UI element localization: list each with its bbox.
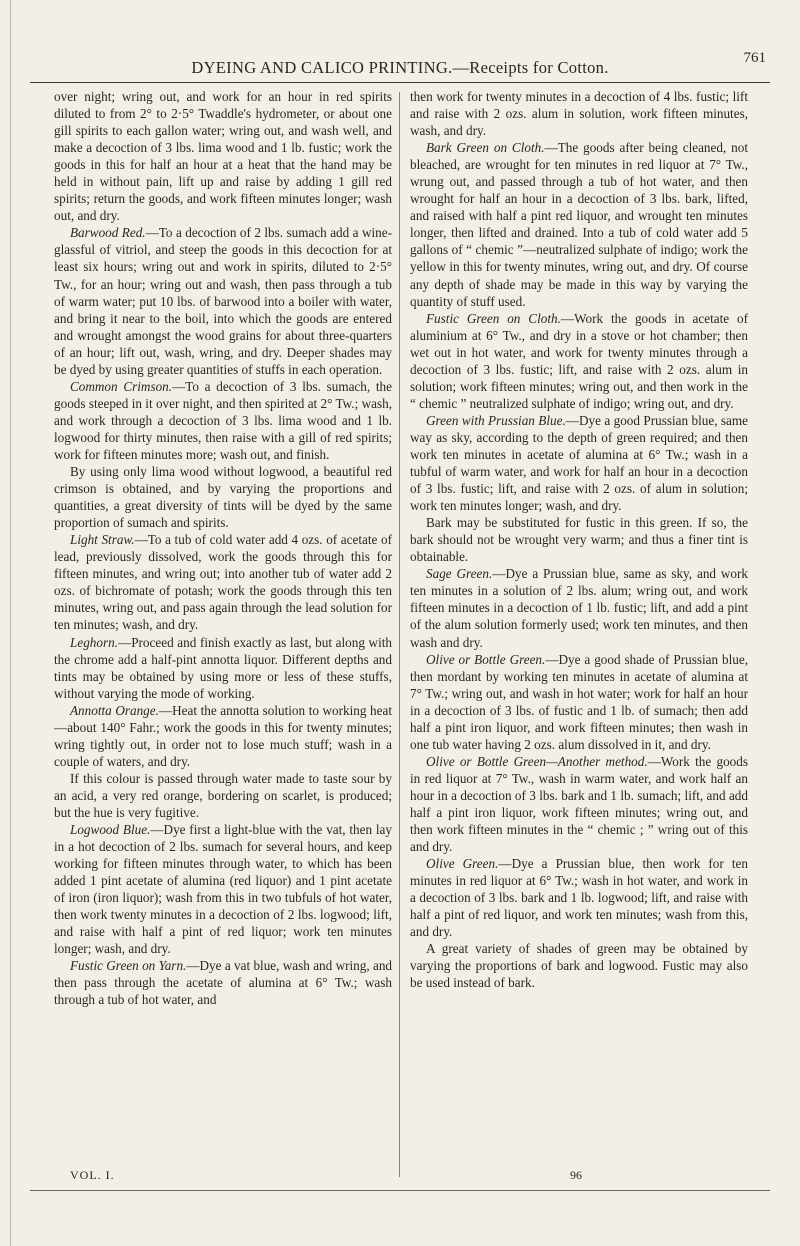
running-head: DYEING AND CALICO PRINTING.—Receipts for Cotton. — [191, 58, 609, 77]
paragraph-text: —Dye a vat blue, wash and wring, and then pass through the acetate of alumina at 6° Tw.; wash through a tub of hot water, and — [54, 958, 393, 1008]
paragraph-text: —To a decoction of 3 lbs. sumach, the goods steeped in it over night, and then spirited at 2° Tw.; wash, and work through a decoction of 3 lbs. lima wood and 1 lb. logwood for thirty minutes, then raise with a gill of red spirits; work for fifteen minutes more; wash out, and finish. — [54, 378, 392, 462]
signature-mark: 96 — [570, 1168, 582, 1182]
paragraph — [410, 139, 748, 309]
paragraph-text: —To a tub of cold water add 4 ozs. of acetate of lead, previously dissolved, work the goods through this for fifteen minutes, and wring out; into another tub of water add 2 ozs. of bichromate of potash; work the goods through this ten minutes, wring out, and pass again through the lead solution for ten minutes; wash, and dry. — [54, 532, 392, 633]
recipe-heading: Logwood Blue. — [70, 822, 151, 838]
paragraph — [410, 88, 748, 139]
paragraph-text: —Proceed and finish exactly as last, but along with the chrome add a half-pint annotta liquor. Different depths and tints may be obtained by using more or less of these stuffs, without varying the mode of working. — [54, 634, 392, 701]
bottom-rule — [30, 1190, 770, 1191]
paragraph — [410, 412, 748, 514]
paragraph — [54, 821, 392, 957]
paragraph-text: then work for twenty minutes in a decoction of 4 lbs. fustic; lift and raise with 2 ozs. alum in solution, work fifteen minutes, wash, and dry. — [410, 89, 748, 139]
paragraph-text: —To a decoction of 2 lbs. sumach add a wine-glassful of vitriol, and steep the goods in this decoction for at least six hours; wring out and work in spirits, diluted to 2·5° Tw., for an hour; wring out and wash, then pass through a tub of warm water; put 10 lbs. of barwood into a boiler with water, and bring it near to the boil, into which the goods are entered and wrought amongst the wood grains for about three-quarters of an hour; lift out, wash, wring, and dry. Deeper shades may be dyed by using greater quantities of stuffs in each operation. — [54, 225, 392, 377]
paragraph-text: —Work the goods in red liquor at 7° Tw., wash in warm water, and work half an hour in a decoction of 3 lbs. bark and 1 lb. sumach; lift, and add half a pint iron liquor, work fifteen minutes; wring out, and then work fifteen minutes in the “ chemic ; ” wring out of this and dry. — [410, 753, 748, 855]
volume-label: VOL. I. — [70, 1168, 115, 1182]
page-header — [30, 42, 770, 83]
paragraph-text: —Dye a Prussian blue, same as sky, and work ten minutes in a solution of 2 lbs. alum; wring out, and work fifteen minutes in a decoction of 1 lb. fustic; lift, and add a pint of the alum solution formerly used; work ten minutes, and then wash and dry. — [410, 566, 748, 650]
paragraph-text: —Dye a Prussian blue, then work for ten minutes in red liquor at 6° Tw.; wash in hot water, and work in a decoction of 3 lbs. bark and 1 lb. logwood; lift, and raise with half a pint of red liquor, and work ten minutes; wash from this, and dry. — [410, 856, 748, 940]
paragraph — [54, 702, 392, 770]
recipe-heading: Sage Green. — [426, 566, 493, 582]
right-column — [410, 88, 748, 991]
recipe-heading: Fustic Green on Cloth. — [426, 310, 561, 326]
recipe-heading: Annotta Orange. — [70, 702, 159, 718]
recipe-heading: Leghorn. — [70, 634, 118, 650]
paragraph-text: Bark may be substituted for fustic in this green. If so, the bark should not be wrought very warm; and thus a finer tint is obtainable. — [410, 515, 748, 565]
paragraph-text: A great variety of shades of green may be obtained by varying the proportions of bark and logwood. Fustic may also be used instead of bark. — [410, 941, 748, 991]
recipe-heading: Common Crimson. — [70, 378, 173, 394]
paragraph — [54, 770, 392, 821]
paragraph-text: —Work the goods in acetate of aluminium at 6° Tw., and dry in a stove or hot chamber; then wet out in hot water, and work for twenty minutes through a decoction of 3 lbs. fustic; lift, and raise with 2 ozs. alum in solution; work fifteen minutes; wring out, and then work in the “ chemic ” neutralized sulphate of indigo; wring out, and dry. — [410, 310, 748, 411]
paragraph-text: —The goods after being cleaned, not bleached, are wrought for ten minutes in red liquor at 7° Tw., wrung out, and passed through a tub of hot water, and then wrought for half an hour in a decoction of 3 lbs. bark, lifted, and raised with half a pint red liquor, and wrought ten minutes longer, then lifted and drained. Into a tub of cold water add 5 gallons of “ chemic ”—neutralized sulphate of indigo; work the yellow in this for twenty minutes, wring out, and dry. Of course any depth of shade may be made in this way by varying the quantity of stuff used. — [410, 140, 749, 309]
paragraph — [410, 940, 748, 991]
column-divider — [399, 92, 400, 1177]
paragraph — [410, 514, 748, 565]
paragraph-text: —Heat the annotta solution to working heat—about 140° Fahr.; work the goods in this for twenty minutes; wring tightly out, in order not to lose much stuff; wash in a couple of waters, and dry. — [54, 702, 392, 769]
paragraph — [54, 463, 392, 531]
page-edge — [10, 0, 11, 1246]
paragraph — [410, 753, 748, 855]
paragraph — [54, 224, 392, 377]
paragraph — [54, 531, 392, 633]
recipe-heading: Olive Green. — [426, 856, 499, 872]
paragraph — [54, 378, 392, 463]
paragraph — [410, 565, 748, 650]
recipe-heading: Fustic Green on Yarn. — [70, 958, 187, 974]
paragraph-text: over night; wring out, and work for an hour in red spirits diluted to from 2° to 2·5° Twaddle's hydrometer, or about one gill spirits to each gallon water; wring out, and wash well, and make a decoction of 3 lbs. lima wood and 1 lb. fustic; work the goods in this for half an hour at a heat that the hand may be held in without pain, lift up and raise by adding 1 gill red spirits; return the goods, and work fifteen minutes longer; wash out, and dry. — [54, 89, 392, 224]
recipe-heading: Light Straw. — [70, 532, 135, 548]
recipe-heading: Barwood Red. — [70, 225, 146, 241]
paragraph-text: —Dye a good shade of Prussian blue, then mordant by working ten minutes in acetate of alumina at 7° Tw.; wring out, and wash in hot water; work for half an hour in a decoction of 3 lbs. of fustic and 1 lb. of sumach; then add half a pint iron liquor, and work fifteen minutes; then wash in one tub water having 2 ozs. alum dissolved in it, and dry. — [410, 651, 748, 752]
paragraph-text: By using only lima wood without logwood, a beautiful red crimson is obtained, and by varying the proportions and quantities, a great diversity of tints will be dyed by the same proportion of sumach and spirits. — [54, 464, 392, 531]
recipe-heading: Bark Green on Cloth. — [426, 140, 545, 156]
paragraph — [54, 957, 392, 1008]
paragraph — [54, 634, 392, 702]
page-number: 761 — [743, 50, 766, 66]
recipe-heading: Green with Prussian Blue. — [426, 412, 566, 428]
paragraph — [410, 855, 748, 940]
paragraph — [54, 88, 392, 224]
paragraph-text: —Dye first a light-blue with the vat, then lay in a hot decoction of 2 lbs. sumach for several hours, and keep working for fifteen minutes through water, to which has been added 1 pint acetate of alumina (red liquor) and 1 pint acetate of iron (iron liquor); wash from this in two tubfuls of hot water, then work twenty minutes in a decoction of 2 lbs. logwood; lift, and raise with half a pint of red liquor; work ten minutes longer; wash, and dry. — [54, 822, 393, 957]
paragraph — [410, 651, 748, 753]
recipe-heading: Olive or Bottle Green. — [426, 651, 546, 667]
recipe-heading: Olive or Bottle Green—Another method. — [426, 753, 648, 769]
paragraph-text: If this colour is passed through water made to taste sour by an acid, a very red orange, bordering on scarlet, is produced; but the hue is very fugitive. — [54, 770, 392, 820]
left-column — [54, 88, 392, 1009]
paragraph — [410, 310, 748, 412]
paragraph-text: —Dye a good Prussian blue, same way as sky, according to the depth of green required; and then work ten minutes in acetate of alumina at 6° Tw.; wash in a tubful of warm water, and work for half an hour in a decoction of 3 lbs. fustic; lift, and raise with 2 ozs. of alum in solution; work ten minutes longer; wash, and dry. — [410, 412, 749, 514]
